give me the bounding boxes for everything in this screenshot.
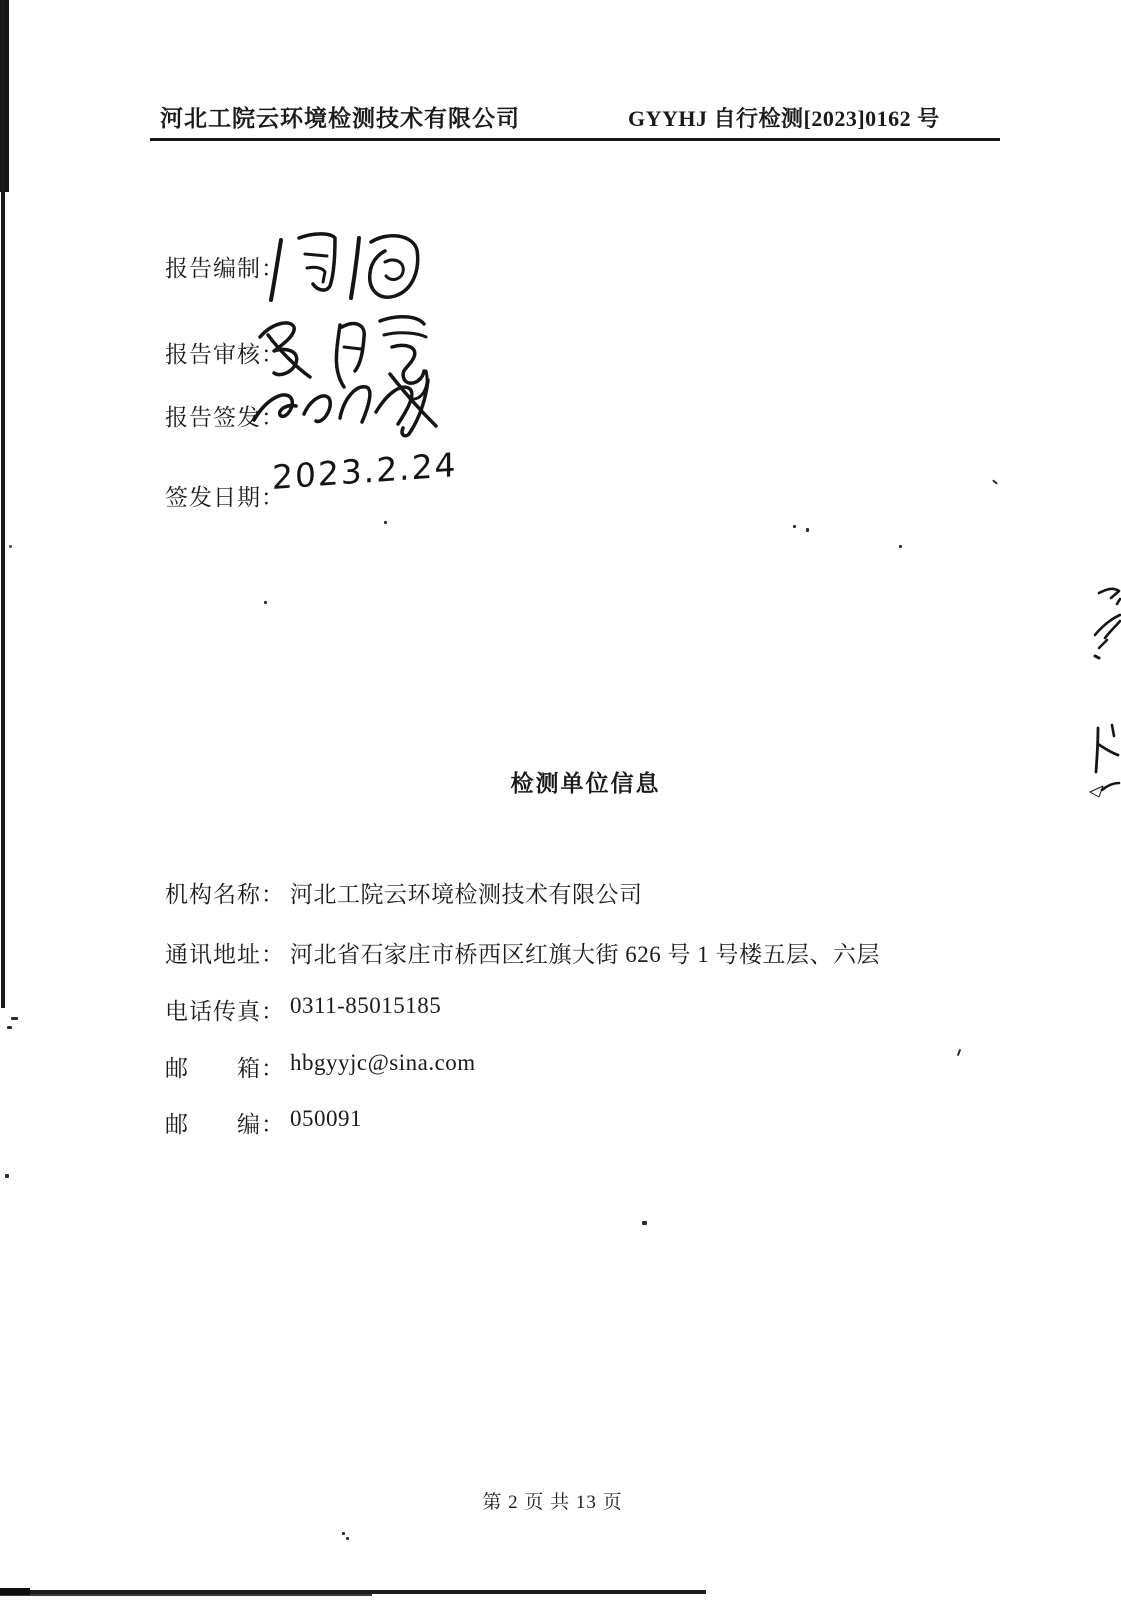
scan-speckle <box>384 521 387 524</box>
scan-speckle <box>11 1017 18 1020</box>
scan-speckle <box>342 1532 345 1535</box>
footer-page-number: 第 2 页 共 13 页 <box>482 1492 623 1513</box>
margin-ink-scribble-lower <box>1088 722 1121 800</box>
scan-speckle <box>899 545 902 548</box>
org-email-value: hbgyyjc@sina.com <box>290 1050 476 1075</box>
scan-speckle <box>5 1174 9 1178</box>
scan-edge-artifact-left-thin <box>1 0 5 1008</box>
scan-speckle <box>642 1221 647 1225</box>
scan-speckle <box>9 545 12 548</box>
org-phone-fax-value: 0311-85015185 <box>290 993 442 1018</box>
issue-date-handwritten-value: 2023.2.24 <box>272 444 458 497</box>
report-approver-label: 报告签发： <box>165 405 285 430</box>
approver-signature-handwriting <box>248 366 472 440</box>
report-reviewer-label: 报告审核： <box>165 342 285 367</box>
scan-edge-artifact-bottom-nub <box>0 1588 30 1595</box>
preparer-signature-handwriting <box>265 226 437 310</box>
header-document-number: GYYHJ 自行检测[2023]0162 号 <box>628 106 940 131</box>
org-address-label: 通讯地址： <box>165 942 285 967</box>
scan-speckle <box>7 1026 12 1029</box>
scan-speckle <box>793 525 796 528</box>
scan-speckle <box>264 601 267 604</box>
scan-speckle <box>346 1537 349 1540</box>
scan-speckle <box>806 528 809 532</box>
report-preparer-label: 报告编制： <box>165 256 285 281</box>
org-email-label: 邮 箱： <box>165 1056 285 1081</box>
header-rule <box>150 138 1000 141</box>
org-address-value: 河北省石家庄市桥西区红旗大街 626 号 1 号楼五层、六层 <box>290 942 880 967</box>
issue-date-label: 签发日期： <box>165 485 285 510</box>
scan-edge-artifact-bottom-thin <box>0 1594 372 1596</box>
section-title: 检测单位信息 <box>510 771 661 796</box>
margin-ink-scribble-upper <box>1093 585 1121 665</box>
header-company-name: 河北工院云环境检测技术有限公司 <box>160 106 520 131</box>
org-postcode-value: 050091 <box>290 1106 362 1131</box>
org-phone-fax-label: 电话传真： <box>165 999 285 1024</box>
org-name-label: 机构名称： <box>165 882 285 907</box>
org-name-value: 河北工院云环境检测技术有限公司 <box>290 882 643 907</box>
scan-speckle <box>957 1049 961 1056</box>
scan-speckle <box>992 479 998 484</box>
org-postcode-label: 邮 编： <box>165 1112 285 1137</box>
